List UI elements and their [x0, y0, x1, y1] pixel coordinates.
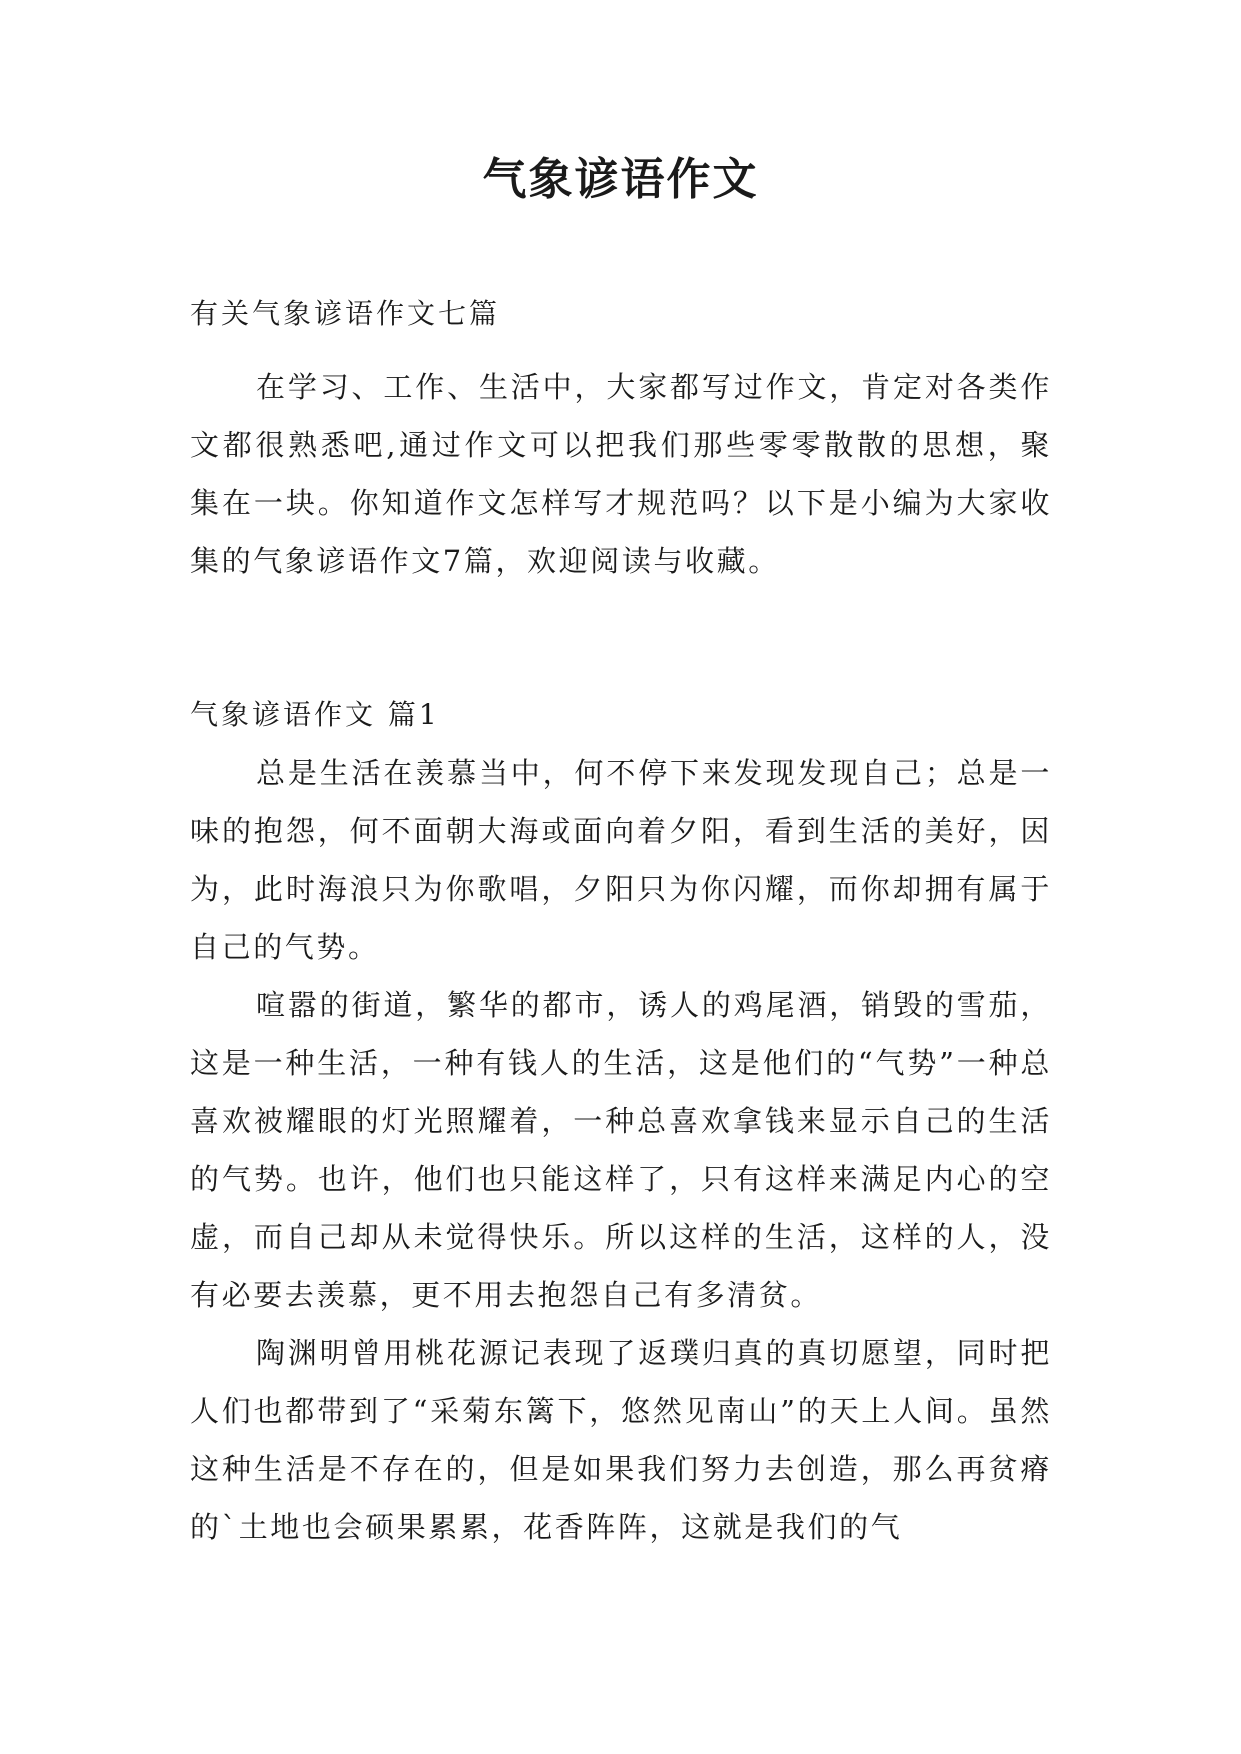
essay-paragraph-2: 喧嚣的街道，繁华的都市，诱人的鸡尾酒，销毁的雪茄，这是一种生活，一种有钱人的生活，这是他们的“气势”一种总喜欢被耀眼的灯光照耀着，一种总喜欢拿钱来显示自己的生活的气势。也许，他们也只能这样了，只有这样来满足内心的空虚，而自己却从未觉得快乐。所以这样的生活，这样的人，没有必要去羡慕，更不用去抱怨自己有多清贫。 — [190, 988, 1052, 1312]
document-title: 气象谚语作文 — [482, 154, 759, 205]
essay-section — [190, 686, 1052, 1556]
document-subtitle: 有关气象谚语作文七篇 — [190, 297, 501, 330]
intro-block — [190, 358, 1052, 590]
essay-paragraph-3: 陶渊明曾用桃花源记表现了返璞归真的真切愿望，同时把人们也都带到了“采菊东篱下，悠然见南山”的天上人间。虽然这种生活是不存在的，但是如果我们努力去创造，那么再贫瘠的`土地也会硕果累累，花香阵阵，这就是我们的气 — [190, 1336, 1052, 1544]
section-heading: 气象谚语作文 篇1 — [190, 698, 440, 731]
essay-paragraph-1: 总是生活在羡慕当中，何不停下来发现发现自己；总是一味的抱怨，何不面朝大海或面向着夕阳，看到生活的美好，因为，此时海浪只为你歌唱，夕阳只为你闪耀，而你却拥有属于自己的气势。 — [190, 756, 1052, 964]
intro-paragraph: 在学习、工作、生活中，大家都写过作文，肯定对各类作文都很熟悉吧,通过作文可以把我们那些零零散散的思想，聚集在一块。你知道作文怎样写才规范吗？以下是小编为大家收集的气象谚语作文7篇，欢迎阅读与收藏。 — [190, 370, 1052, 578]
